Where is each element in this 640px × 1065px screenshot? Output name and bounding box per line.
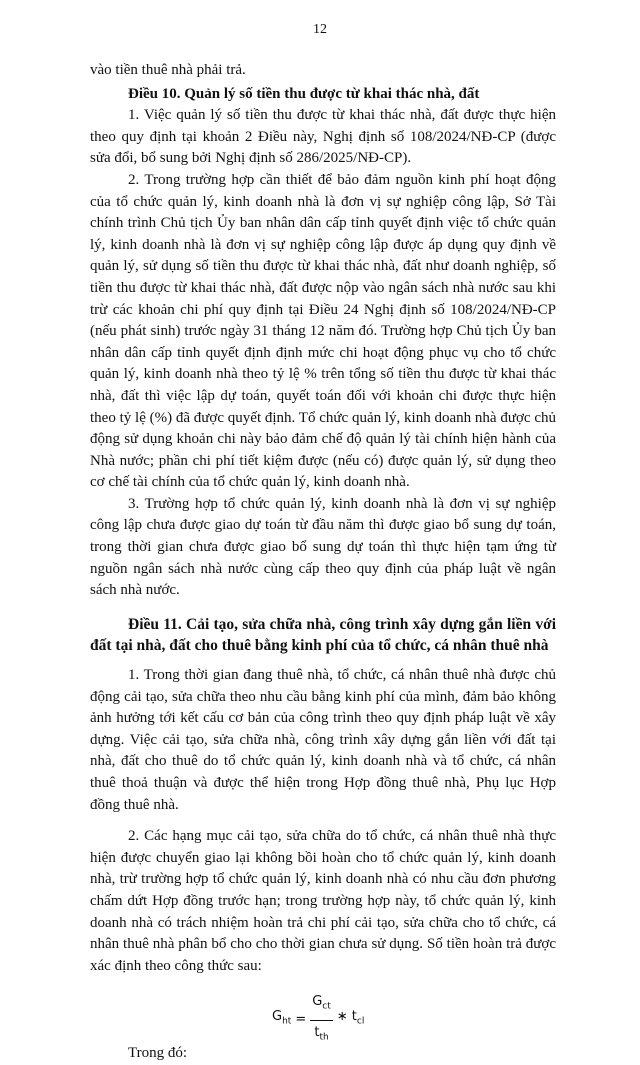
document-body [90,60,556,1065]
formula-multiplier: ∗ $t_{cl}$ [336,1009,365,1028]
article-10-clause-2: 2. Trong trường hợp cần thiết để bảo đảm nguồn kinh phí hoạt động của tổ chức quản lý, kinh doanh nhà là đơn vị sự nghiệp công lập, Sở Tài chính trình Chủ tịch Ủy ban nhân dân cấp tỉnh quyết định việc tổ chức quản lý, kinh doanh nhà là đơn vị sự nghiệp công lập được áp dụng quy định về quản lý, sử dụng số tiền thu được từ khai thác nhà, đất như doanh nghiệp, số tiền thu được từ khai thác nhà, đất được nộp vào ngân sách nhà nước sau khi trừ các khoản chi phí quy định tại Điều 24 Nghị định số 108/2024/NĐ-CP (nếu phát sinh) trước ngày 31 tháng 12 năm đó. Trường hợp Chủ tịch Ủy ban nhân dân cấp tỉnh quyết định định mức chi hoạt động phục vụ cho tổ chức quản lý, kinh doanh nhà theo tỷ lệ % trên tổng số tiền thu được từ khai thác nhà, đất thì việc lập dự toán, quyết toán đối với khoản chi được thực hiện theo tỷ lệ (%) đã được quyết định. Tổ chức quản lý, kinh doanh nhà được chủ động sử dụng khoản chi này bảo đảm chế độ quản lý tài chính hiện hành của Nhà nước; phần chi phí tiết kiệm được (nếu có) được quản lý, sử dụng theo cơ chế tài chính của tổ chức quản lý, kinh doanh nhà. [90,171,556,491]
paragraph-continuation: vào tiền thuê nhà phải trả. [90,62,246,78]
refund-formula [90,991,556,1043]
article-10-heading: Điều 10. Quản lý số tiền thu được từ khai thác nhà, đất [128,85,480,102]
page-number: 12 [313,22,327,37]
formula-numerator: $G_{ct}$ [310,991,333,1020]
where-label: Trong đó: [128,1045,188,1062]
formula-lhs: $G_{ht}$ [272,1009,292,1028]
formula-denominator: $t_{th}$ [314,1024,329,1043]
article-10-clause-1: 1. Việc quản lý số tiền thu được từ khai thác nhà, đất được thực hiện theo quy định tại khoản 2 Điều này, Nghị định số 108/2024/NĐ-CP (được sửa đổi, bổ sung bởi Nghị định số 286/2025/NĐ-CP). [90,107,556,167]
article-10-clause-3: 3. Trường hợp tổ chức quản lý, kinh doanh nhà là đơn vị sự nghiệp công lập chưa được giao dự toán từ đầu năm thì được giao bổ sung dự toán, trong thời gian chưa được giao bổ sung dự toán thì thực hiện tạm ứng từ nguồn ngân sách nhà nước cùng cấp theo quy định của pháp luật về ngân sách nhà nước. [90,495,556,599]
article-11-heading: Điều 11. Cải tạo, sửa chữa nhà, công trình xây dựng gắn liền với đất tại nhà, đất cho thuê bằng kinh phí của tổ chức, cá nhân thuê nhà [90,615,556,655]
formula-equals: = [295,1012,307,1028]
formula-fraction [310,991,333,1048]
article-11-clause-2: 2. Các hạng mục cải tạo, sửa chữa do tổ chức, cá nhân thuê nhà thực hiện được chuyển giao lại không bồi hoàn cho tổ chức quản lý, kinh doanh nhà, trừ trường hợp tổ chức quản lý, kinh doanh nhà có nhu cầu đơn phương chấm dứt Hợp đồng trước hạn; trong trường hợp này, tổ chức quản lý, kinh doanh nhà có trách nhiệm hoàn trả chi phí cải tạo, sửa chữa cho tổ chức, cá nhân thuê nhà phân bổ cho cho thời gian chưa sử dụng. Số tiền hoàn trả được xác định theo công thức sau: [90,828,556,974]
article-11-clause-1: 1. Trong thời gian đang thuê nhà, tổ chức, cá nhân thuê nhà được chủ động cải tạo, sửa chữa theo nhu cầu bằng kinh phí của mình, đảm bảo không ảnh hưởng tới kết cấu cơ bản của công trình theo quy định pháp luật về xây dựng. Việc cải tạo, sửa chữa nhà, công trình xây dựng gắn liền với đất tại nhà, đất cho thuê do tổ chức quản lý, kinh doanh nhà và tổ chức, cá nhân thuê thoả thuận và được thể hiện trong Hợp đồng thuê nhà, Phụ lục Hợp đồng thuê nhà. [90,667,556,813]
